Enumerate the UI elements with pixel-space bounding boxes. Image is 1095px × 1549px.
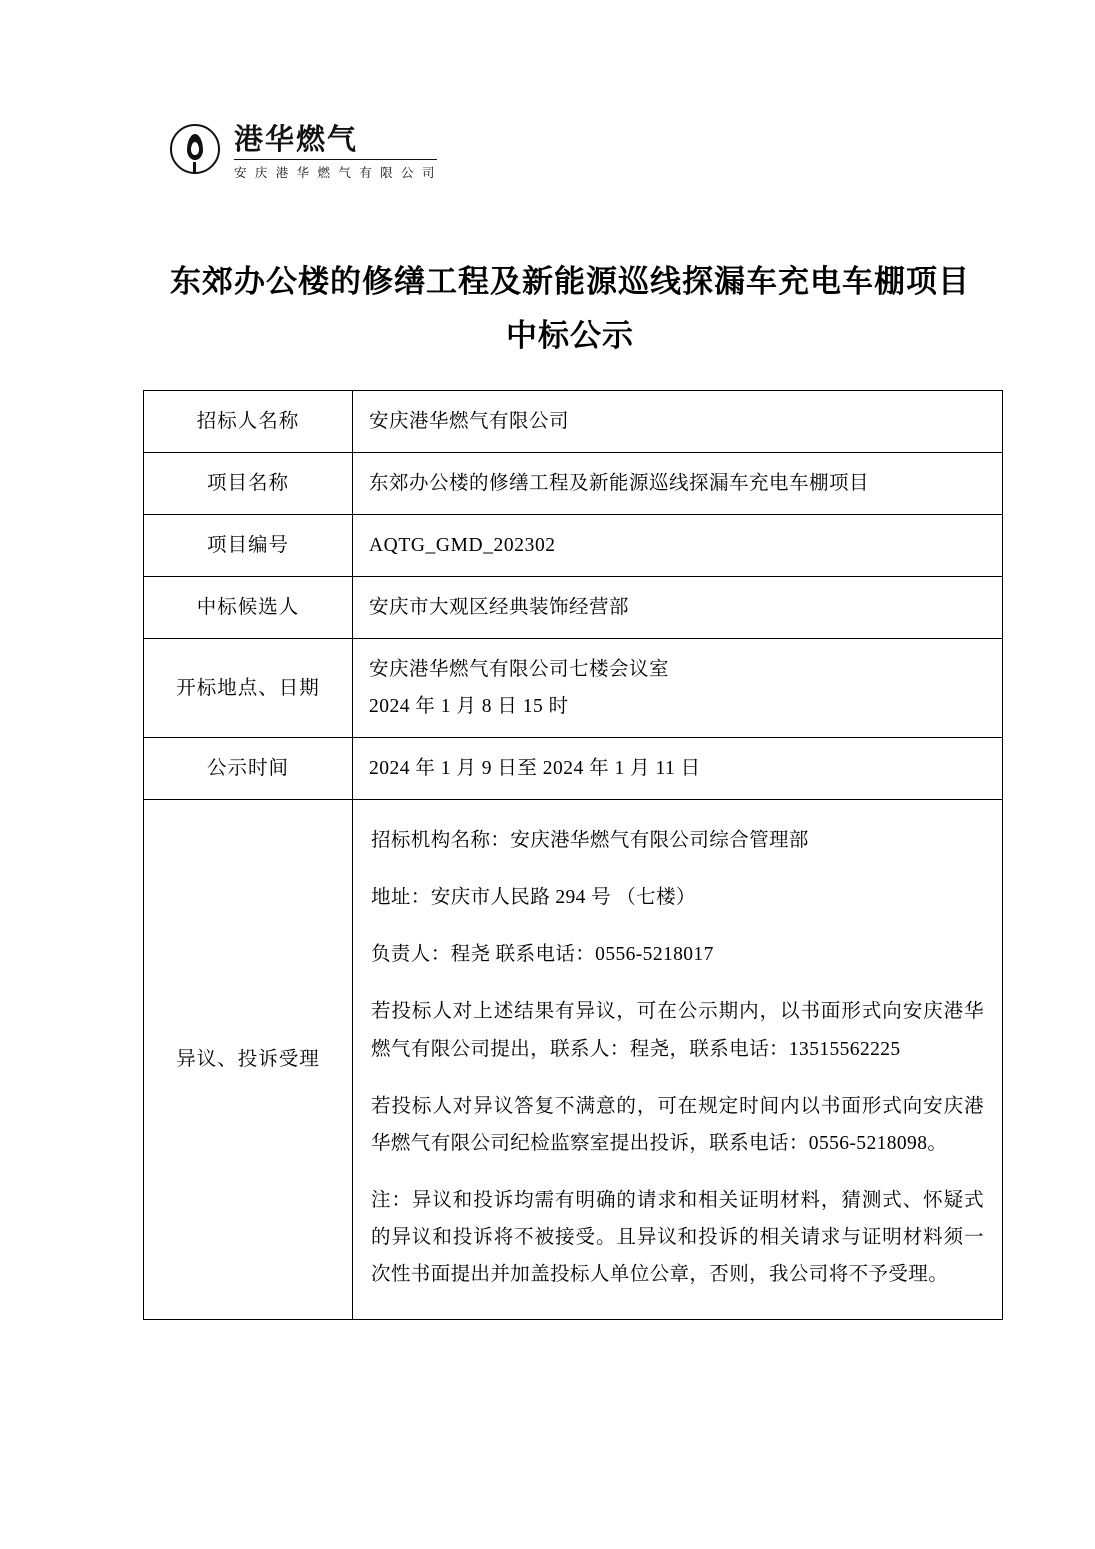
complaint-paragraph-address: 地址：安庆市人民路 294 号 （七楼） xyxy=(371,887,696,909)
row-value-tenderer: 安庆港华燃气有限公司 xyxy=(353,391,1003,453)
logo-text xyxy=(234,122,437,181)
complaint-paragraph-objection: 若投标人对上述结果有异议，可在公示期内，以书面形式向安庆港华燃气有限公司提出，联系人：程尧，联系电话：13515562225 xyxy=(371,1001,984,1060)
table-row xyxy=(144,515,1003,577)
table-row xyxy=(144,391,1003,453)
announcement-table-wrapper xyxy=(143,390,1003,1320)
page-title xyxy=(140,255,1000,364)
page-title-line1: 东郊办公楼的修缮工程及新能源巡线探漏车充电车棚项目 xyxy=(170,264,970,299)
complaint-paragraph-agency: 招标机构名称：安庆港华燃气有限公司综合管理部 xyxy=(371,830,809,852)
table-row xyxy=(144,639,1003,738)
table-row xyxy=(144,738,1003,800)
row-value-candidate: 安庆市大观区经典装饰经营部 xyxy=(353,577,1003,639)
flame-in-circle-icon xyxy=(168,122,224,184)
row-label-project-name: 项目名称 xyxy=(144,453,353,515)
row-label-complaint: 异议、投诉受理 xyxy=(144,800,353,1319)
table-row xyxy=(144,800,1003,1319)
row-value-bid-opening xyxy=(353,639,1003,738)
row-value-project-name: 东郊办公楼的修缮工程及新能源巡线探漏车充电车棚项目 xyxy=(353,453,1003,515)
row-value-project-number: AQTG_GMD_202302 xyxy=(353,515,1003,577)
bid-opening-date: 2024 年 1 月 8 日 15 时 xyxy=(369,696,569,718)
page-title-line2: 中标公示 xyxy=(506,318,634,354)
row-label-publicity-period: 公示时间 xyxy=(144,738,353,800)
row-value-publicity-period: 2024 年 1 月 9 日至 2024 年 1 月 11 日 xyxy=(353,738,1003,800)
logo-brand-name: 港华燃气 xyxy=(234,122,359,156)
row-label-tenderer: 招标人名称 xyxy=(144,391,353,453)
row-label-candidate: 中标候选人 xyxy=(144,577,353,639)
complaint-paragraph-contact: 负责人：程尧 联系电话：0556-5218017 xyxy=(371,944,714,966)
table-row xyxy=(144,577,1003,639)
company-logo xyxy=(168,122,437,184)
bid-opening-place: 安庆港华燃气有限公司七楼会议室 xyxy=(369,659,670,681)
row-label-project-number: 项目编号 xyxy=(144,515,353,577)
row-value-complaint xyxy=(353,800,1003,1319)
logo-company-name: 安 庆 港 华 燃 气 有 限 公 司 xyxy=(234,159,437,181)
complaint-paragraph-escalation: 若投标人对异议答复不满意的，可在规定时间内以书面形式向安庆港华燃气有限公司纪检监察室提出投诉，联系电话：0556-5218098。 xyxy=(371,1095,984,1154)
table-row xyxy=(144,453,1003,515)
complaint-paragraph-note: 注：异议和投诉均需有明确的请求和相关证明材料，猜测式、怀疑式的异议和投诉将不被接受。且异议和投诉的相关请求与证明材料须一次性书面提出并加盖投标人单位公章，否则，我公司将不予受理。 xyxy=(371,1189,984,1285)
row-label-bid-opening: 开标地点、日期 xyxy=(144,639,353,738)
announcement-table xyxy=(143,390,1003,1320)
